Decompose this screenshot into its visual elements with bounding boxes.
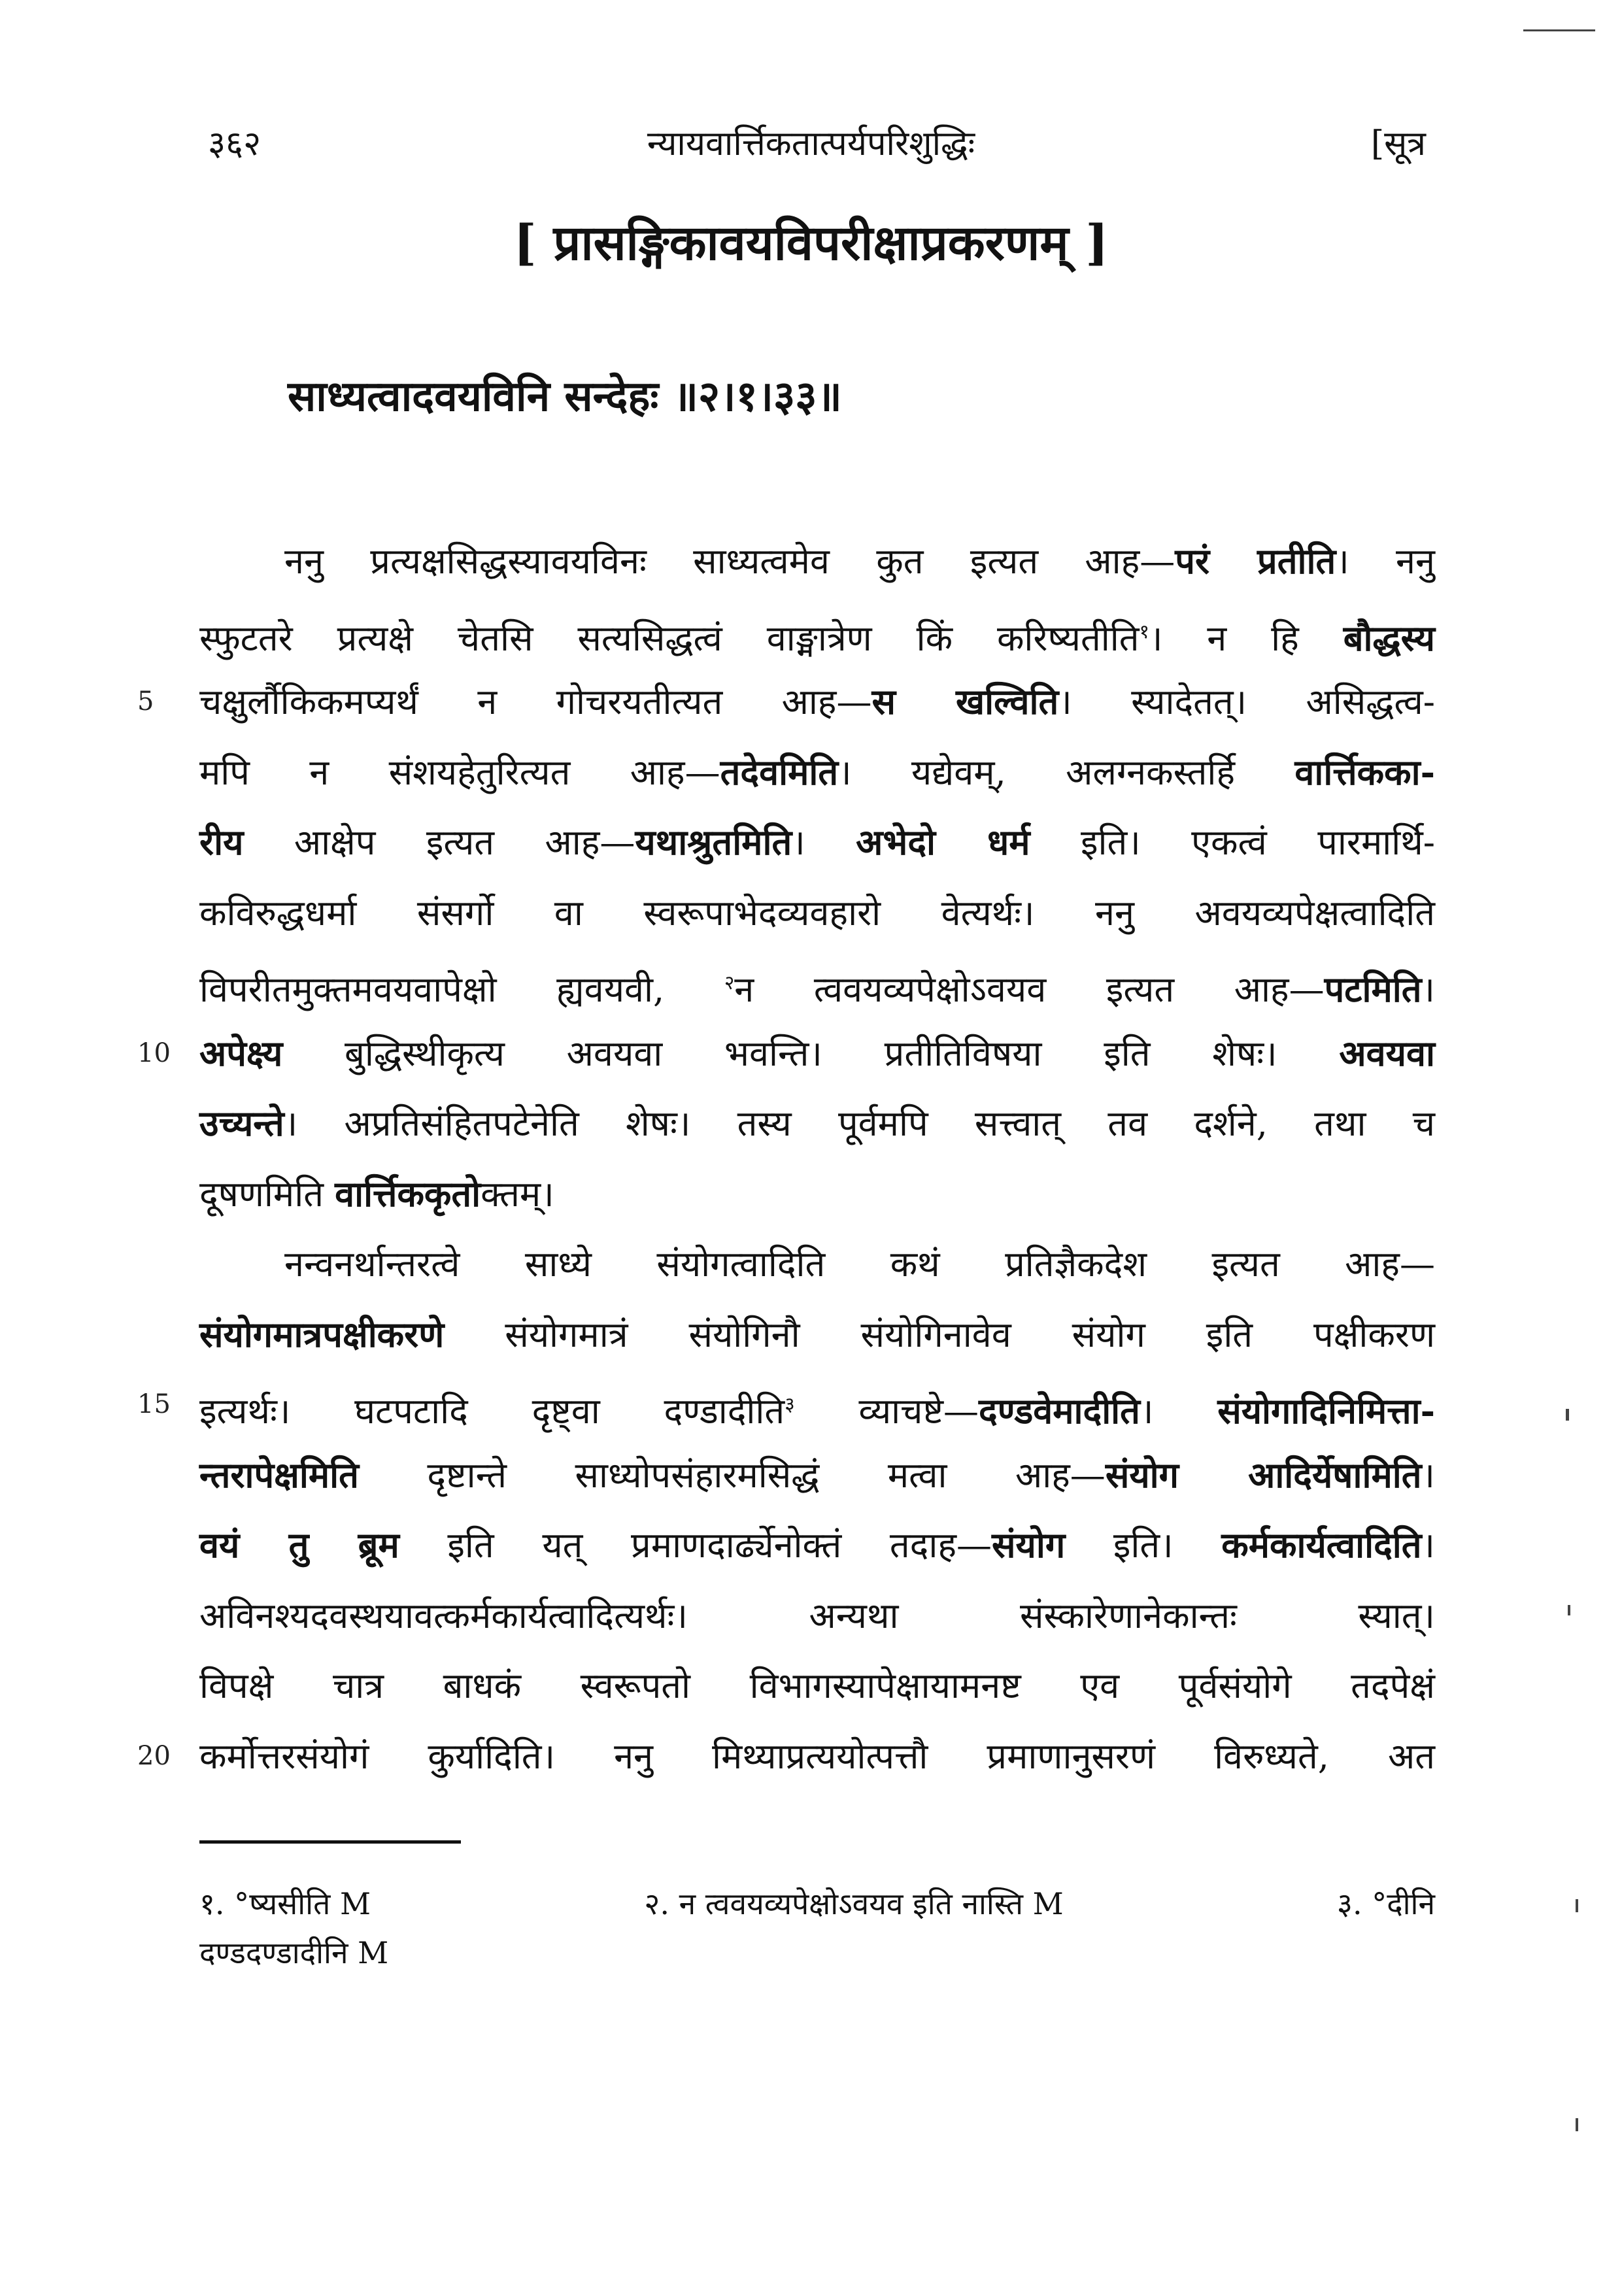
- footnotes: [199, 1883, 1435, 1923]
- footnote-3: ३. °दीनि: [1337, 1886, 1435, 1921]
- text-line-11: नन्वनर्थान्तरत्वे साध्ये संयोगत्वादिति कथं प्रतिज्ञैकदेश इत्यत आह—: [284, 1243, 1435, 1285]
- section-label: [सूत्र: [1370, 124, 1426, 163]
- pratika: संयोगमात्रपक्षीकरणे: [199, 1313, 445, 1355]
- pratika: रीय: [199, 821, 244, 863]
- pratika: अपेक्ष्य: [199, 1032, 283, 1074]
- pratika: कर्मकार्यत्वादिति: [1221, 1524, 1422, 1566]
- footnote-ref-2: २: [724, 971, 735, 994]
- pratika: वार्त्तिकका-: [1294, 751, 1436, 793]
- pratika: उच्यन्ते: [199, 1102, 284, 1144]
- text-line-12: संयोगमात्रपक्षीकरणे संयोगमात्रं संयोगिनौ संयोगिनावेव संयोग इति पक्षीकरण: [199, 1313, 1435, 1355]
- pratika: संयोग आदिर्येषामिति: [1105, 1453, 1422, 1496]
- page-number: ३६२: [208, 124, 262, 163]
- text-line-16: अविनश्यदवस्थयावत्कर्मकार्यत्वादित्यर्थः। अन्यथा संस्कारेणानेकान्तः स्यात्।: [199, 1595, 1435, 1636]
- text-line-1: ननु प्रत्यक्षसिद्धस्यावयविनः साध्यत्वमेव कुत इत्यत आह—परं प्रतीति। ननु: [284, 540, 1435, 582]
- text-line-3: 5 चक्षुर्लौकिकमप्यर्थं न गोचरयतीत्यत आह—स खल्विति। स्यादेतत्। असिद्धत्व-: [199, 667, 1435, 737]
- text-line-6: कविरुद्धधर्मा संसर्गो वा स्वरूपाभेदव्यवहारो वेत्यर्थः। ननु अवयव्यपेक्षत्वादिति: [199, 892, 1435, 934]
- line-number-15: 15: [137, 1389, 171, 1419]
- scan-mark: [1576, 1899, 1578, 1912]
- footnote-ref-3: ३: [785, 1393, 795, 1416]
- pratika: संयोगादिनिमित्ता-: [1217, 1390, 1435, 1432]
- text-line-18: 20 कर्मोत्तरसंयोगं कुर्यादिति। ननु मिथ्याप्रत्ययोत्पत्तौ प्रमाणानुसरणं विरुध्यते, अत: [199, 1721, 1435, 1792]
- text-line-14: न्तरापेक्षमिति दृष्टान्ते साध्योपसंहारमसिद्धं मत्वा आह—संयोग आदिर्येषामिति।: [199, 1453, 1435, 1496]
- pratika: वयं तु ब्रूम: [199, 1524, 399, 1566]
- pratika: दण्डवेमादीति: [979, 1390, 1140, 1432]
- running-title: न्यायवार्त्तिकतात्पर्यपरिशुद्धिः: [647, 124, 975, 163]
- text-line-17: विपक्षे चात्र बाधकं स्वरूपतो विभागस्यापेक्षायामनष्ट एव पूर्वसंयोगे तदपेक्षं: [199, 1665, 1435, 1706]
- text-line-4: मपि न संशयहेतुरित्यत आह—तदेवमिति। यद्येवम्, अलग्नकस्तर्हि वार्त्तिकका-: [199, 751, 1436, 793]
- pratika: तदेवमिति: [720, 751, 839, 793]
- pratika: स खल्विति: [871, 681, 1059, 722]
- pratika: अवयवा: [1339, 1032, 1435, 1074]
- line-number-10: 10: [137, 1038, 171, 1068]
- text-line-15: वयं तु ब्रूम इति यत् प्रमाणदार्ढ्येनोक्तं तदाह—संयोग इति। कर्मकार्यत्वादिति।: [199, 1524, 1436, 1566]
- pratika: यथाश्रुतमिति: [635, 821, 792, 863]
- pratika: अभेदो धर्म: [856, 821, 1030, 863]
- pratika: वार्त्तिककृतो: [335, 1172, 481, 1215]
- footnote-2: २. न त्ववयव्यपेक्षोऽवयव इति नास्ति M: [644, 1886, 1064, 1921]
- text-line-9: उच्यन्ते। अप्रतिसंहितपटेनेति शेषः। तस्य पूर्वमपि सत्त्वात् तव दर्शने, तथा च: [199, 1102, 1435, 1144]
- prakarana-title: [ प्रासङ्गिकावयविपरीक्षाप्रकरणम् ]: [513, 215, 1109, 271]
- scan-mark: [1576, 2118, 1578, 2131]
- text-line-7: विपरीतमुक्तमवयवापेक्षो ह्यवयवी, $^२$न त्ववयव्यपेक्षोऽवयव इत्यत आह—पटमिति।: [199, 968, 1436, 1010]
- pratika: पटमिति: [1324, 968, 1422, 1010]
- scan-mark: [1523, 29, 1595, 31]
- text-line-2: स्फुटतरे प्रत्यक्षे चेतसि सत्यसिद्धत्वं वाङ्मात्रेण किं करिष्यतीति$^१$। न हि बौद्धस्य: [199, 616, 1435, 659]
- text-line-5: रीय आक्षेप इत्यत आह—यथाश्रुतमिति। अभेदो धर्म इति। एकत्वं पारमार्थि-: [199, 821, 1435, 863]
- sutra-text: साध्यत्वादवयविनि सन्देहः ॥२।१।३३॥: [288, 372, 842, 421]
- text-line-8: 10 अपेक्ष्य बुद्धिस्थीकृत्य अवयवा भवन्ति। प्रतीतिविषया इति शेषः। अवयवा: [199, 1019, 1435, 1089]
- pratika: बौद्धस्य: [1343, 616, 1435, 659]
- footnote-1: १. °ष्यसीति M: [199, 1886, 371, 1921]
- pratika: न्तरापेक्षमिति: [199, 1453, 359, 1496]
- commentary-body: [137, 526, 1436, 1791]
- text-line-10: दूषणमिति वार्त्तिककृतोक्तम्।: [199, 1172, 554, 1215]
- footnote-3-continued: दण्डदण्डादीनि M: [199, 1935, 389, 1970]
- footnote-ref-1: १: [1139, 620, 1149, 643]
- text-line-13: 15 इत्यर्थः। घटपटादि दृष्ट्वा दण्डादीति$^३$ व्याचष्टे—दण्डवेमादीति। संयोगादिनिमित्ता-: [199, 1370, 1435, 1440]
- pratika: संयोग: [992, 1524, 1066, 1566]
- pratika: परं प्रतीति: [1175, 540, 1336, 582]
- scan-mark: [1566, 1409, 1569, 1421]
- scan-mark: [1568, 1605, 1570, 1615]
- line-number-20: 20: [137, 1740, 171, 1771]
- footnote-divider: [199, 1840, 461, 1844]
- line-number-5: 5: [137, 686, 154, 717]
